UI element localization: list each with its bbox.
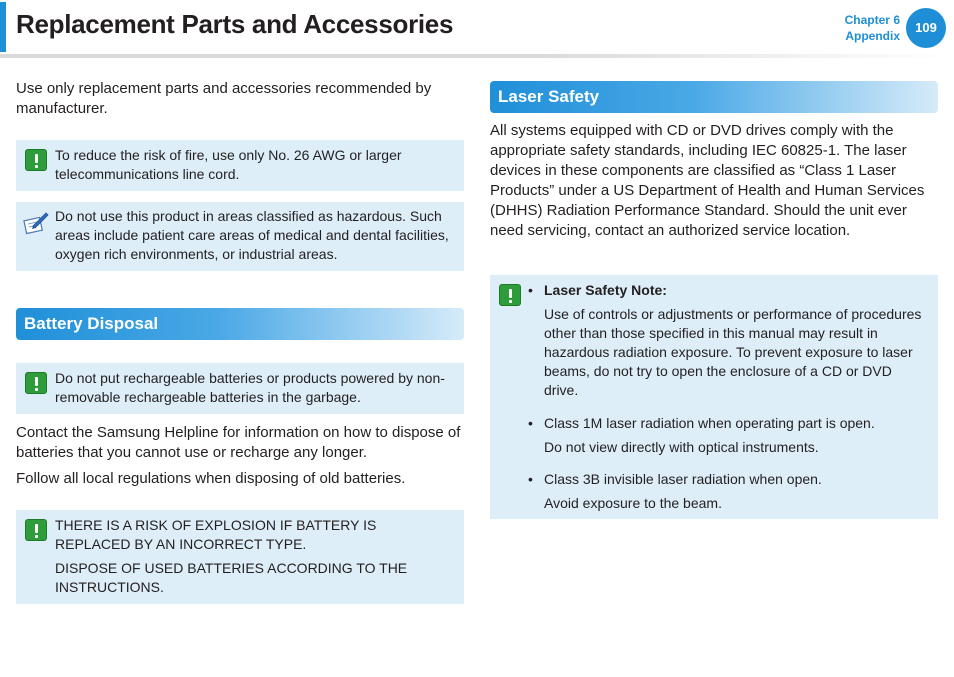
explosion-warning-note: [16, 510, 464, 604]
battery-disposal-heading: [16, 308, 464, 340]
helpline-paragraph: Contact the Samsung Helpline for information on how to dispose of batteries that you cannot use or recharge any longer.: [16, 424, 461, 461]
bullet-marker: •: [528, 471, 533, 487]
page-title: Replacement Parts and Accessories: [16, 9, 454, 39]
page-number-badge: 109: [906, 8, 946, 48]
exclamation-icon: [25, 519, 47, 541]
cord-warning-text: To reduce the risk of fire, use only No. 26 AWG or larger telecommunications line cord.: [55, 147, 402, 182]
chapter-label: [845, 12, 900, 44]
explosion-warning-text: THERE IS A RISK OF EXPLOSION IF BATTERY IS REPLACED BY AN INCORRECT TYPE.: [55, 517, 377, 552]
header-divider: [0, 54, 954, 58]
chapter-section: Appendix: [845, 29, 900, 43]
pen-note-icon: [22, 210, 50, 236]
class-1m-line-1: Class 1M laser radiation when operating part is open.: [544, 415, 875, 431]
battery-garbage-note: [16, 363, 464, 414]
hazard-area-note: [16, 202, 464, 271]
laser-compliance-paragraph: All systems equipped with CD or DVD drives comply with the appropriate safety standards, including IEC 60825-1. The laser devices in these components are classified as “Class 1 Laser Products” under a US Department of Health and Human Services (DHHS) Radiation Performance Standard. Should the unit ever need servicing, contact an authorized service location.: [490, 122, 925, 239]
page-header: [0, 0, 954, 56]
bullet-marker: •: [528, 282, 533, 298]
class-3b-line-2: Avoid exposure to the beam.: [544, 495, 722, 511]
laser-safety-title: Laser Safety: [498, 87, 600, 106]
battery-disposal-title: Battery Disposal: [24, 314, 159, 333]
exclamation-icon: [25, 372, 47, 394]
dispose-instructions-text: DISPOSE OF USED BATTERIES ACCORDING TO THE INSTRUCTIONS.: [55, 560, 408, 595]
class-1m-line-2: Do not view directly with optical instruments.: [544, 439, 819, 455]
exclamation-icon: [499, 284, 521, 306]
header-accent-bar: [0, 2, 6, 52]
cord-warning-note: [16, 140, 464, 191]
chapter-number: Chapter 6: [844, 13, 900, 27]
exclamation-icon: [25, 149, 47, 171]
laser-note-heading: Laser Safety Note:: [544, 282, 667, 298]
hazard-area-text: Do not use this product in areas classified as hazardous. Such areas include patient care areas of medical and dental facilities, oxygen rich environments, or industrial areas.: [55, 208, 449, 262]
battery-garbage-text: Do not put rechargeable batteries or products powered by non-removable rechargeable batteries in the garbage.: [55, 370, 445, 405]
laser-safety-note: [490, 275, 938, 519]
bullet-marker: •: [528, 415, 533, 431]
regulations-paragraph: Follow all local regulations when disposing of old batteries.: [16, 470, 406, 487]
class-3b-line-1: Class 3B invisible laser radiation when open.: [544, 471, 822, 487]
laser-safety-heading: [490, 81, 938, 113]
intro-paragraph: Use only replacement parts and accessories recommended by manufacturer.: [16, 80, 432, 117]
laser-note-body: Use of controls or adjustments or performance of procedures other than those specified in this manual may result in hazardous radiation exposure. To prevent exposure to laser beams, do not try to open the enclosure of a CD or DVD drive.: [544, 306, 922, 398]
